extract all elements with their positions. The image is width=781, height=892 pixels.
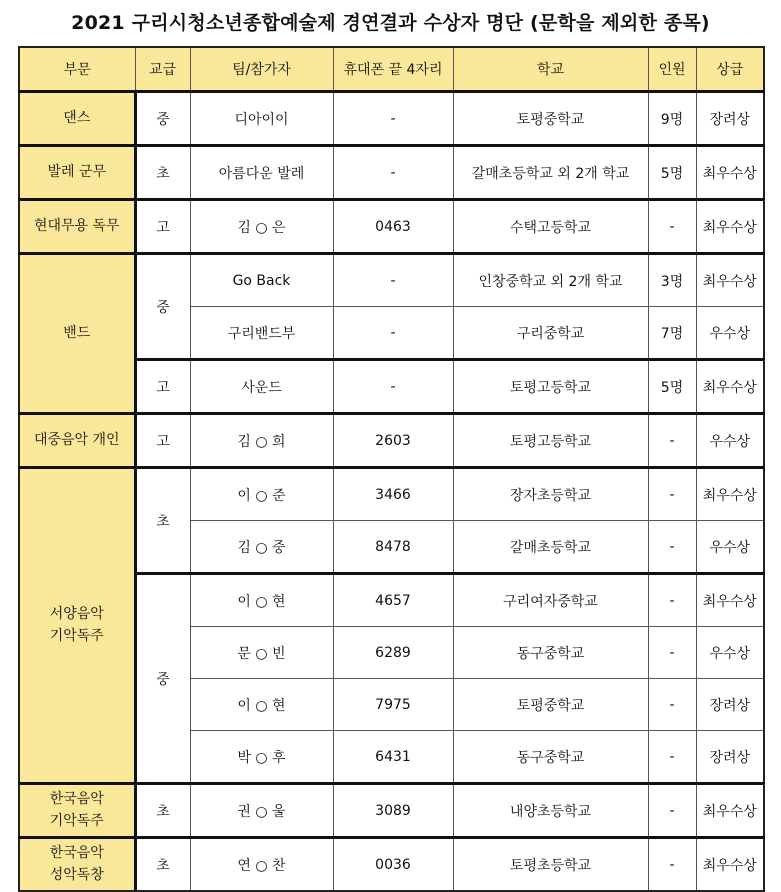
- table-row: [19, 414, 764, 468]
- award-cell: 최우수상: [696, 360, 764, 414]
- team-cell: 구리밴드부: [190, 307, 333, 360]
- school-cell: 동구중학교: [453, 731, 648, 784]
- award-cell: 장려상: [696, 679, 764, 731]
- count-cell: 5명: [648, 146, 696, 200]
- school-cell: 구리중학교: [453, 307, 648, 360]
- school-cell: 토평고등학교: [453, 360, 648, 414]
- level-cell: 초: [135, 146, 190, 200]
- category-korean-instrumental: [19, 784, 135, 838]
- header-division: 부문: [19, 47, 135, 92]
- count-cell: 7명: [648, 307, 696, 360]
- category-korean-vocal: [19, 838, 135, 892]
- phone-cell: 0463: [333, 200, 453, 254]
- level-cell: 중: [135, 574, 190, 784]
- award-cell: 최우수상: [696, 468, 764, 521]
- award-cell: 최우수상: [696, 838, 764, 892]
- award-cell: 최우수상: [696, 784, 764, 838]
- phone-cell: -: [333, 146, 453, 200]
- school-cell: 토평고등학교: [453, 414, 648, 468]
- phone-cell: -: [333, 254, 453, 307]
- award-cell: 최우수상: [696, 254, 764, 307]
- count-cell: -: [648, 200, 696, 254]
- phone-cell: -: [333, 360, 453, 414]
- school-cell: 토평초등학교: [453, 838, 648, 892]
- category-line: 기악독주: [49, 812, 104, 829]
- level-cell: 초: [135, 838, 190, 892]
- phone-cell: 3089: [333, 784, 453, 838]
- team-cell: 사운드: [190, 360, 333, 414]
- category-band: 밴드: [19, 254, 135, 414]
- header-team: 팀/참가자: [190, 47, 333, 92]
- school-cell: 수택고등학교: [453, 200, 648, 254]
- count-cell: -: [648, 784, 696, 838]
- count-cell: -: [648, 468, 696, 521]
- header-row: [19, 47, 764, 92]
- table-row: [19, 784, 764, 838]
- school-cell: 내양초등학교: [453, 784, 648, 838]
- phone-cell: 2603: [333, 414, 453, 468]
- count-cell: -: [648, 838, 696, 892]
- table-row: [19, 838, 764, 892]
- award-cell: 우수상: [696, 627, 764, 679]
- school-cell: 인창중학교 외 2개 학교: [453, 254, 648, 307]
- header-phone: 휴대폰 끝 4자리: [333, 47, 453, 92]
- school-cell: 토평중학교: [453, 679, 648, 731]
- level-cell: 중: [135, 254, 190, 360]
- count-cell: -: [648, 521, 696, 574]
- school-cell: 장자초등학교: [453, 468, 648, 521]
- team-cell: 아름다운 발레: [190, 146, 333, 200]
- category-dance: 댄스: [19, 92, 135, 146]
- team-cell: 김 ○ 중: [190, 521, 333, 574]
- header-award: 상급: [696, 47, 764, 92]
- phone-cell: -: [333, 92, 453, 146]
- category-line: 한국음악: [49, 790, 104, 807]
- phone-cell: -: [333, 307, 453, 360]
- level-cell: 고: [135, 414, 190, 468]
- category-pop-music: 대중음악 개인: [19, 414, 135, 468]
- level-cell: 초: [135, 784, 190, 838]
- team-cell: 김 ○ 희: [190, 414, 333, 468]
- award-cell: 최우수상: [696, 574, 764, 627]
- team-cell: 김 ○ 은: [190, 200, 333, 254]
- team-cell: 박 ○ 후: [190, 731, 333, 784]
- team-cell: 이 ○ 현: [190, 574, 333, 627]
- count-cell: 9명: [648, 92, 696, 146]
- level-cell: 중: [135, 92, 190, 146]
- school-cell: 동구중학교: [453, 627, 648, 679]
- school-cell: 구리여자중학교: [453, 574, 648, 627]
- category-ballet: 발레 군무: [19, 146, 135, 200]
- table-row: [19, 254, 764, 307]
- level-cell: 고: [135, 200, 190, 254]
- category-line: 한국음악: [49, 844, 104, 861]
- team-cell: 연 ○ 찬: [190, 838, 333, 892]
- school-cell: 토평중학교: [453, 92, 648, 146]
- level-cell: 고: [135, 360, 190, 414]
- school-cell: 갈매초등학교 외 2개 학교: [453, 146, 648, 200]
- phone-cell: 6431: [333, 731, 453, 784]
- count-cell: 3명: [648, 254, 696, 307]
- award-cell: 우수상: [696, 307, 764, 360]
- team-cell: 디아이이: [190, 92, 333, 146]
- team-cell: 권 ○ 울: [190, 784, 333, 838]
- award-cell: 우수상: [696, 414, 764, 468]
- count-cell: 5명: [648, 360, 696, 414]
- table-row: [19, 200, 764, 254]
- header-school: 학교: [453, 47, 648, 92]
- header-level: 교급: [135, 47, 190, 92]
- table-row: [19, 468, 764, 521]
- team-cell: 이 ○ 현: [190, 679, 333, 731]
- category-line: 성악독창: [49, 866, 104, 883]
- count-cell: -: [648, 627, 696, 679]
- award-cell: 장려상: [696, 92, 764, 146]
- phone-cell: 0036: [333, 838, 453, 892]
- count-cell: -: [648, 574, 696, 627]
- award-cell: 최우수상: [696, 146, 764, 200]
- category-line: 서양음악: [49, 605, 104, 622]
- count-cell: -: [648, 731, 696, 784]
- count-cell: -: [648, 679, 696, 731]
- category-western-instrumental: [19, 468, 135, 784]
- count-cell: -: [648, 414, 696, 468]
- phone-cell: 3466: [333, 468, 453, 521]
- page-title: 2021 구리시청소년종합예술제 경연결과 수상자 명단 (문학을 제외한 종목): [71, 12, 710, 34]
- level-cell: 초: [135, 468, 190, 574]
- award-cell: 우수상: [696, 521, 764, 574]
- category-modern-dance: 현대무용 독무: [19, 200, 135, 254]
- phone-cell: 7975: [333, 679, 453, 731]
- header-count: 인원: [648, 47, 696, 92]
- table-row: [19, 92, 764, 146]
- school-cell: 갈매초등학교: [453, 521, 648, 574]
- team-cell: 문 ○ 빈: [190, 627, 333, 679]
- team-cell: 이 ○ 준: [190, 468, 333, 521]
- award-cell: 최우수상: [696, 200, 764, 254]
- category-line: 기악독주: [49, 627, 104, 644]
- award-cell: 장려상: [696, 731, 764, 784]
- team-cell: Go Back: [190, 254, 333, 307]
- phone-cell: 4657: [333, 574, 453, 627]
- phone-cell: 8478: [333, 521, 453, 574]
- table-row: [19, 146, 764, 200]
- phone-cell: 6289: [333, 627, 453, 679]
- awards-table: [18, 46, 765, 892]
